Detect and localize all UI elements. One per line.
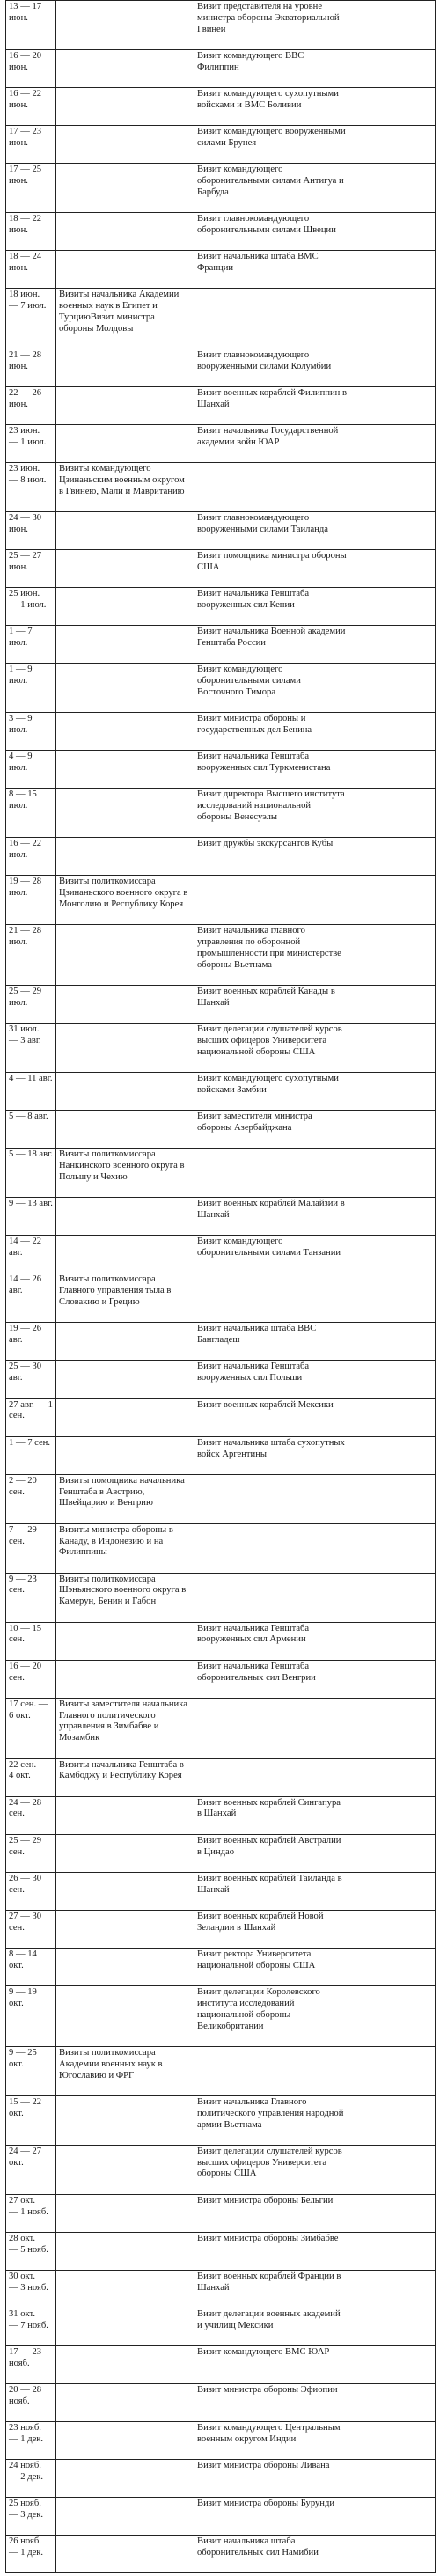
- incoming-visit-cell: Визит начальника штаба оборонительных сил Намибии: [194, 2536, 436, 2573]
- visit-date-cell: 23 июн. — 8 июл.: [6, 463, 56, 512]
- incoming-visit-cell: Визит военных кораблей Новой Зеландии в Шанхай: [194, 1910, 436, 1948]
- visit-date-cell: 24 нояб. — 2 дек.: [6, 2459, 56, 2497]
- visit-date-cell: 27 авг. — 1 сен.: [6, 1398, 56, 1436]
- visit-date-cell: 9 — 13 авг.: [6, 1198, 56, 1236]
- outgoing-visit-cell: [56, 626, 194, 664]
- visit-date-cell: 23 нояб. — 1 дек.: [6, 2421, 56, 2459]
- visit-date-cell: 16 — 22 июн.: [6, 88, 56, 126]
- outgoing-visit-cell: [56, 2497, 194, 2535]
- visit-date-cell: 23 июн. — 1 июл.: [6, 425, 56, 463]
- table-row: [6, 1474, 436, 1523]
- table-row: [6, 1660, 436, 1698]
- incoming-visit-cell: Визит министра обороны Бельгии: [194, 2194, 436, 2232]
- incoming-visit-cell: Визит ректора Университета национальной обороны США: [194, 1948, 436, 1985]
- incoming-visit-cell: Визит военных кораблей Сингапура в Шанхай: [194, 1796, 436, 1834]
- incoming-visit-cell: [194, 1698, 436, 1758]
- visit-date-cell: 28 окт. — 5 нояб.: [6, 2232, 56, 2270]
- table-row: [6, 349, 436, 387]
- outgoing-visit-cell: [56, 2421, 194, 2459]
- visit-date-cell: 17 — 25 июн.: [6, 164, 56, 213]
- incoming-visit-cell: Визит командующего сухопутными войсками и ВМС Боливии: [194, 88, 436, 126]
- incoming-visit-cell: Визит начальника штаба ВМС Франции: [194, 251, 436, 289]
- outgoing-visit-cell: [56, 387, 194, 425]
- table-row: [6, 2421, 436, 2459]
- table-row: [6, 2046, 436, 2095]
- visit-date-cell: 9 — 23 сен.: [6, 1573, 56, 1622]
- table-row: [6, 1834, 436, 1872]
- incoming-visit-cell: Визит начальника Генштаба оборонительных сил Венгрии: [194, 1660, 436, 1698]
- visit-date-cell: 18 — 24 июн.: [6, 251, 56, 289]
- incoming-visit-cell: Визит начальника Государственной академии войн ЮАР: [194, 425, 436, 463]
- table-row: [6, 588, 436, 626]
- outgoing-visit-cell: [56, 126, 194, 164]
- incoming-visit-cell: [194, 1474, 436, 1523]
- incoming-visit-cell: Визит командующего ВВС Филиппин: [194, 49, 436, 87]
- outgoing-visit-cell: Визиты политкомиссара Академии военных наук в Югославию и ФРГ: [56, 2046, 194, 2095]
- outgoing-visit-cell: [56, 925, 194, 986]
- table-row: [6, 1361, 436, 1398]
- visit-date-cell: 4 — 9 июл.: [6, 751, 56, 789]
- visit-date-cell: 21 — 28 июн.: [6, 349, 56, 387]
- incoming-visit-cell: Визит военных кораблей Таиланда в Шанхай: [194, 1872, 436, 1910]
- outgoing-visit-cell: [56, 1834, 194, 1872]
- outgoing-visit-cell: [56, 49, 194, 87]
- incoming-visit-cell: [194, 1758, 436, 1796]
- table-row: [6, 164, 436, 213]
- outgoing-visit-cell: [56, 2345, 194, 2383]
- outgoing-visit-cell: [56, 512, 194, 550]
- table-row: [6, 387, 436, 425]
- table-row: [6, 1024, 436, 1073]
- visit-date-cell: 20 — 28 нояб.: [6, 2383, 56, 2421]
- outgoing-visit-cell: [56, 2194, 194, 2232]
- table-row: [6, 2536, 436, 2573]
- incoming-visit-cell: Визит делегации слушателей курсов высших офицеров Университета обороны США: [194, 2145, 436, 2194]
- table-row: [6, 2497, 436, 2535]
- outgoing-visit-cell: [56, 789, 194, 838]
- visit-date-cell: 21 — 28 июл.: [6, 925, 56, 986]
- table-row: [6, 1948, 436, 1985]
- table-row: [6, 838, 436, 876]
- table-row: [6, 1985, 436, 2046]
- incoming-visit-cell: Визит командующего ВМС ЮАР: [194, 2345, 436, 2383]
- visit-date-cell: 30 окт. — 3 нояб.: [6, 2270, 56, 2308]
- outgoing-visit-cell: [56, 986, 194, 1024]
- outgoing-visit-cell: Визиты политкомиссара Цзинаньского военного округа в Монголию и Республику Корея: [56, 876, 194, 925]
- table-row: [6, 1573, 436, 1622]
- outgoing-visit-cell: [56, 1073, 194, 1111]
- visit-date-cell: 16 — 20 июн.: [6, 49, 56, 87]
- incoming-visit-cell: Визит главнокомандующего вооруженными силами Колумбии: [194, 349, 436, 387]
- outgoing-visit-cell: [56, 1361, 194, 1398]
- outgoing-visit-cell: [56, 1323, 194, 1361]
- outgoing-visit-cell: [56, 2536, 194, 2573]
- incoming-visit-cell: Визит министра обороны Зимбабве: [194, 2232, 436, 2270]
- visit-date-cell: 22 сен. — 4 окт.: [6, 1758, 56, 1796]
- outgoing-visit-cell: [56, 1985, 194, 2046]
- table-row: [6, 876, 436, 925]
- table-row: [6, 1073, 436, 1111]
- incoming-visit-cell: Визит командующего оборонительными силами Танзании: [194, 1236, 436, 1273]
- table-row: [6, 664, 436, 713]
- outgoing-visit-cell: Визиты начальника Академии военных наук в Египет и ТурциюВизит министра обороны Молдовы: [56, 289, 194, 349]
- incoming-visit-cell: Визит помощника министра обороны США: [194, 550, 436, 588]
- outgoing-visit-cell: [56, 1398, 194, 1436]
- incoming-visit-cell: Визит главнокомандующего оборонительными силами Швеции: [194, 213, 436, 251]
- table-row: [6, 1149, 436, 1198]
- incoming-visit-cell: Визит министра обороны Эфиопии: [194, 2383, 436, 2421]
- outgoing-visit-cell: [56, 751, 194, 789]
- visit-date-cell: 13 — 17 июн.: [6, 1, 56, 50]
- table-row: [6, 1796, 436, 1834]
- visit-date-cell: 18 — 22 июн.: [6, 213, 56, 251]
- incoming-visit-cell: Визит командующего Центральным военным округом Индии: [194, 2421, 436, 2459]
- visit-date-cell: 25 — 30 авг.: [6, 1361, 56, 1398]
- outgoing-visit-cell: [56, 2095, 194, 2145]
- visit-date-cell: 25 нояб. — 3 дек.: [6, 2497, 56, 2535]
- visit-date-cell: 26 нояб. — 1 дек.: [6, 2536, 56, 2573]
- table-row: [6, 88, 436, 126]
- table-row: [6, 251, 436, 289]
- visit-date-cell: 1 — 7 сен.: [6, 1436, 56, 1474]
- table-row: [6, 1236, 436, 1273]
- table-row: [6, 789, 436, 838]
- incoming-visit-cell: Визит начальника штаба сухопутных войск Аргентины: [194, 1436, 436, 1474]
- table-row: [6, 751, 436, 789]
- visit-date-cell: 8 — 15 июл.: [6, 789, 56, 838]
- visit-date-cell: 17 — 23 нояб.: [6, 2345, 56, 2383]
- incoming-visit-cell: Визит дружбы экскурсантов Кубы: [194, 838, 436, 876]
- table-row: [6, 2270, 436, 2308]
- table-row: [6, 986, 436, 1024]
- outgoing-visit-cell: [56, 1948, 194, 1985]
- table-row: [6, 1323, 436, 1361]
- table-row: [6, 550, 436, 588]
- visit-date-cell: 16 — 20 сен.: [6, 1660, 56, 1698]
- visit-date-cell: 25 — 27 июн.: [6, 550, 56, 588]
- outgoing-visit-cell: [56, 2383, 194, 2421]
- incoming-visit-cell: Визит командующего оборонительными силами Антигуа и Барбуда: [194, 164, 436, 213]
- outgoing-visit-cell: [56, 1198, 194, 1236]
- incoming-visit-cell: Визит начальника главного управления по оборонной промышленности при министерстве обороны Вьетнама: [194, 925, 436, 986]
- visit-date-cell: 14 — 26 авг.: [6, 1273, 56, 1323]
- incoming-visit-cell: Визит делегации военных академий и училищ Мексики: [194, 2308, 436, 2345]
- table-row: [6, 1758, 436, 1796]
- table-row: [6, 1523, 436, 1573]
- visits-table: [5, 0, 436, 2573]
- visit-date-cell: 24 — 28 сен.: [6, 1796, 56, 1834]
- incoming-visit-cell: Визит начальника Генштаба вооруженных сил Армении: [194, 1622, 436, 1660]
- table-row: [6, 2383, 436, 2421]
- incoming-visit-cell: Визит командующего сухопутными войсками Замбии: [194, 1073, 436, 1111]
- visit-date-cell: 31 июл. — 3 авг.: [6, 1024, 56, 1073]
- incoming-visit-cell: Визит главнокомандующего вооруженными силами Таиланда: [194, 512, 436, 550]
- incoming-visit-cell: Визит военных кораблей Малайзии в Шанхай: [194, 1198, 436, 1236]
- incoming-visit-cell: Визит министра обороны Бурунди: [194, 2497, 436, 2535]
- visit-date-cell: 1 — 7 июл.: [6, 626, 56, 664]
- outgoing-visit-cell: [56, 251, 194, 289]
- outgoing-visit-cell: [56, 2308, 194, 2345]
- table-row: [6, 2459, 436, 2497]
- table-row: [6, 126, 436, 164]
- table-row: [6, 2232, 436, 2270]
- table-row: [6, 2145, 436, 2194]
- outgoing-visit-cell: [56, 1436, 194, 1474]
- table-row: [6, 2095, 436, 2145]
- table-row: [6, 713, 436, 751]
- outgoing-visit-cell: [56, 838, 194, 876]
- visit-date-cell: 19 — 28 июл.: [6, 876, 56, 925]
- visit-date-cell: 5 — 8 авг.: [6, 1111, 56, 1149]
- table-row: [6, 1111, 436, 1149]
- outgoing-visit-cell: Визиты помощника начальника Генштаба в Австрию, Швейцарию и Венгрию: [56, 1474, 194, 1523]
- visit-date-cell: 26 — 30 сен.: [6, 1872, 56, 1910]
- visits-table-body: [6, 1, 436, 2573]
- incoming-visit-cell: [194, 1149, 436, 1198]
- visit-date-cell: 5 — 18 авг.: [6, 1149, 56, 1198]
- visit-date-cell: 24 — 27 окт.: [6, 2145, 56, 2194]
- outgoing-visit-cell: Визиты политкомиссара Нанкинского военного округа в Польшу и Чехию: [56, 1149, 194, 1198]
- outgoing-visit-cell: [56, 1622, 194, 1660]
- incoming-visit-cell: Визит начальника Генштаба вооруженных сил Кении: [194, 588, 436, 626]
- outgoing-visit-cell: [56, 713, 194, 751]
- outgoing-visit-cell: [56, 2145, 194, 2194]
- incoming-visit-cell: Визит заместителя министра обороны Азербайджана: [194, 1111, 436, 1149]
- table-row: [6, 925, 436, 986]
- incoming-visit-cell: [194, 2046, 436, 2095]
- incoming-visit-cell: Визит командующего оборонительными силами Восточного Тимора: [194, 664, 436, 713]
- table-row: [6, 213, 436, 251]
- table-row: [6, 1622, 436, 1660]
- incoming-visit-cell: Визит военных кораблей Канады в Шанхай: [194, 986, 436, 1024]
- outgoing-visit-cell: [56, 164, 194, 213]
- incoming-visit-cell: Визит представителя на уровне министра обороны Экваториальной Гвинеи: [194, 1, 436, 50]
- table-row: [6, 2194, 436, 2232]
- visit-date-cell: 25 — 29 июл.: [6, 986, 56, 1024]
- incoming-visit-cell: Визит делегации Королевского института исследований национальной обороны Великобритании: [194, 1985, 436, 2046]
- outgoing-visit-cell: Визиты заместителя начальника Главного политического управления в Зимбабве и Мозамбик: [56, 1698, 194, 1758]
- outgoing-visit-cell: Визиты политкомиссара Шэньянского военного округа в Камерун, Бенин и Габон: [56, 1573, 194, 1622]
- table-row: [6, 289, 436, 349]
- incoming-visit-cell: [194, 1273, 436, 1323]
- outgoing-visit-cell: [56, 588, 194, 626]
- table-row: [6, 1198, 436, 1236]
- visit-date-cell: 3 — 9 июл.: [6, 713, 56, 751]
- table-row: [6, 2345, 436, 2383]
- incoming-visit-cell: Визит начальника штаба ВВС Бангладеш: [194, 1323, 436, 1361]
- incoming-visit-cell: Визит командующего вооруженными силами Брунея: [194, 126, 436, 164]
- outgoing-visit-cell: [56, 213, 194, 251]
- visit-date-cell: 17 сен. — 6 окт.: [6, 1698, 56, 1758]
- table-row: [6, 1273, 436, 1323]
- outgoing-visit-cell: Визиты начальника Генштаба в Камбоджу и Республику Корея: [56, 1758, 194, 1796]
- outgoing-visit-cell: [56, 1796, 194, 1834]
- table-row: [6, 2308, 436, 2345]
- incoming-visit-cell: Визит военных кораблей Франции в Шанхай: [194, 2270, 436, 2308]
- visit-date-cell: 7 — 29 сен.: [6, 1523, 56, 1573]
- table-row: [6, 1698, 436, 1758]
- outgoing-visit-cell: [56, 349, 194, 387]
- incoming-visit-cell: Визит директора Высшего института исследований национальной обороны Венесуэлы: [194, 789, 436, 838]
- visit-date-cell: 31 окт. — 7 нояб.: [6, 2308, 56, 2345]
- visit-date-cell: 14 — 22 авг.: [6, 1236, 56, 1273]
- outgoing-visit-cell: [56, 1236, 194, 1273]
- incoming-visit-cell: [194, 1573, 436, 1622]
- incoming-visit-cell: Визит начальника Генштаба вооруженных сил Туркменистана: [194, 751, 436, 789]
- visit-date-cell: 1 — 9 июл.: [6, 664, 56, 713]
- incoming-visit-cell: Визит министра обороны Ливана: [194, 2459, 436, 2497]
- visit-date-cell: 24 — 30 июн.: [6, 512, 56, 550]
- outgoing-visit-cell: [56, 1872, 194, 1910]
- visit-date-cell: 19 — 26 авг.: [6, 1323, 56, 1361]
- outgoing-visit-cell: [56, 2270, 194, 2308]
- outgoing-visit-cell: [56, 2459, 194, 2497]
- incoming-visit-cell: Визит начальника Главного политического управления народной армии Вьетнама: [194, 2095, 436, 2145]
- table-row: [6, 49, 436, 87]
- visit-date-cell: 25 июн. — 1 июл.: [6, 588, 56, 626]
- incoming-visit-cell: [194, 1523, 436, 1573]
- incoming-visit-cell: Визит делегации слушателей курсов высших офицеров Университета национальной обороны США: [194, 1024, 436, 1073]
- table-row: [6, 425, 436, 463]
- table-row: [6, 1, 436, 50]
- table-row: [6, 1398, 436, 1436]
- visit-date-cell: 25 — 29 сен.: [6, 1834, 56, 1872]
- outgoing-visit-cell: [56, 1660, 194, 1698]
- incoming-visit-cell: [194, 463, 436, 512]
- outgoing-visit-cell: [56, 1111, 194, 1149]
- outgoing-visit-cell: Визиты командующего Цзинаньским военным округом в Гвинею, Мали и Мавританию: [56, 463, 194, 512]
- table-row: [6, 1872, 436, 1910]
- visit-date-cell: 2 — 20 сен.: [6, 1474, 56, 1523]
- incoming-visit-cell: Визит министра обороны и государственных дел Бенина: [194, 713, 436, 751]
- outgoing-visit-cell: Визиты министра обороны в Канаду, в Индонезию и на Филиппины: [56, 1523, 194, 1573]
- incoming-visit-cell: Визит начальника Генштаба вооруженных сил Польши: [194, 1361, 436, 1398]
- outgoing-visit-cell: [56, 1910, 194, 1948]
- outgoing-visit-cell: [56, 425, 194, 463]
- incoming-visit-cell: Визит военных кораблей Филиппин в Шанхай: [194, 387, 436, 425]
- visit-date-cell: 18 июн. — 7 июл.: [6, 289, 56, 349]
- visit-date-cell: 8 — 14 окт.: [6, 1948, 56, 1985]
- outgoing-visit-cell: [56, 2232, 194, 2270]
- table-row: [6, 1910, 436, 1948]
- incoming-visit-cell: Визит военных кораблей Австралии в Циндао: [194, 1834, 436, 1872]
- outgoing-visit-cell: [56, 1024, 194, 1073]
- visit-date-cell: 10 — 15 сен.: [6, 1622, 56, 1660]
- visit-date-cell: 27 — 30 сен.: [6, 1910, 56, 1948]
- incoming-visit-cell: Визит начальника Военной академии Генштаба России: [194, 626, 436, 664]
- visit-date-cell: 27 окт. — 1 нояб.: [6, 2194, 56, 2232]
- visit-date-cell: 22 — 26 июн.: [6, 387, 56, 425]
- incoming-visit-cell: [194, 876, 436, 925]
- incoming-visit-cell: Визит военных кораблей Мексики: [194, 1398, 436, 1436]
- visit-date-cell: 16 — 22 июл.: [6, 838, 56, 876]
- visit-date-cell: 15 — 22 окт.: [6, 2095, 56, 2145]
- table-row: [6, 626, 436, 664]
- table-row: [6, 512, 436, 550]
- visit-date-cell: 9 — 25 окт.: [6, 2046, 56, 2095]
- outgoing-visit-cell: [56, 1, 194, 50]
- table-row: [6, 1436, 436, 1474]
- table-row: [6, 463, 436, 512]
- outgoing-visit-cell: Визиты политкомиссара Главного управления тыла в Словакию и Грецию: [56, 1273, 194, 1323]
- outgoing-visit-cell: [56, 664, 194, 713]
- visit-date-cell: 9 — 19 окт.: [6, 1985, 56, 2046]
- outgoing-visit-cell: [56, 550, 194, 588]
- incoming-visit-cell: [194, 289, 436, 349]
- visit-date-cell: 4 — 11 авг.: [6, 1073, 56, 1111]
- visit-date-cell: 17 — 23 июн.: [6, 126, 56, 164]
- outgoing-visit-cell: [56, 88, 194, 126]
